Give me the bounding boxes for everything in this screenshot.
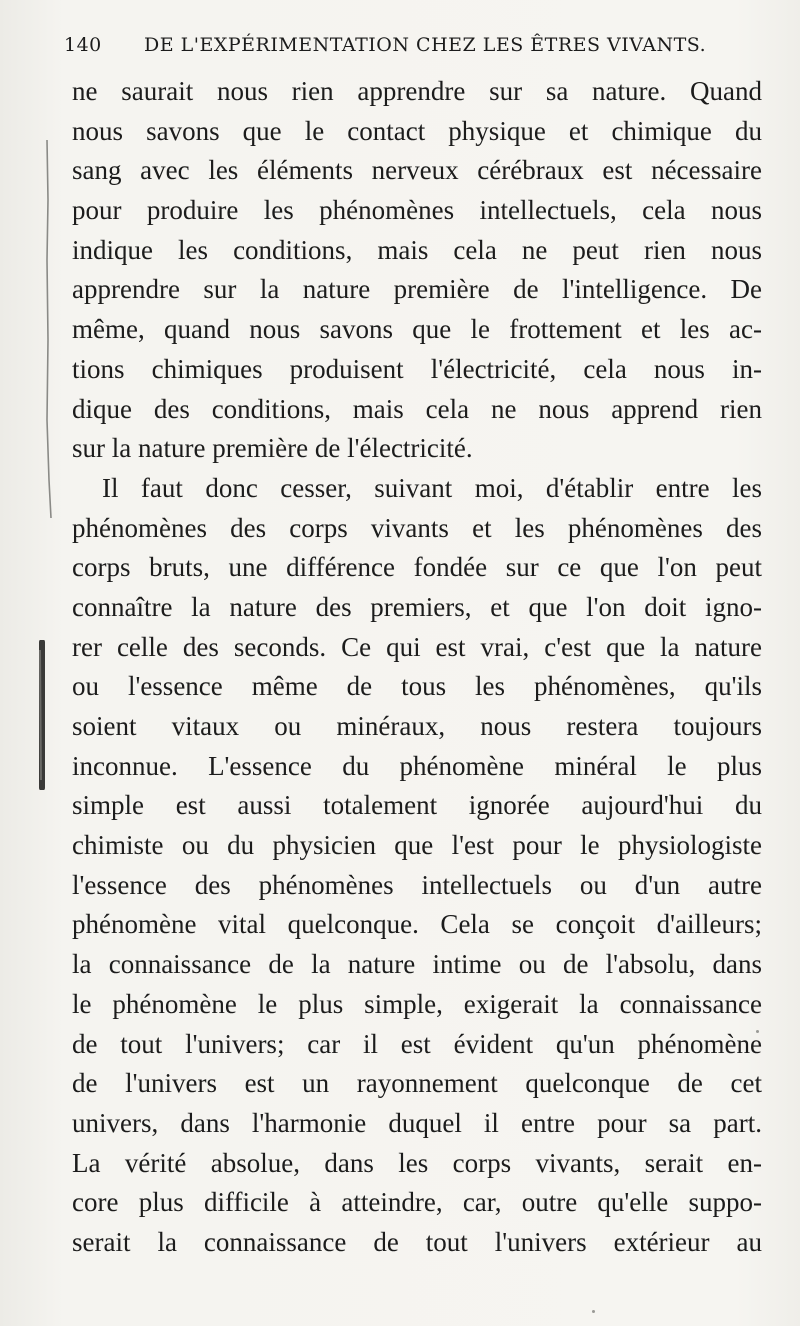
- page-header: [64, 34, 724, 64]
- text-line: dique des conditions, mais cela ne nous apprend rien: [72, 393, 762, 424]
- text-line: nous savons que le contact physique et chimique du: [72, 115, 762, 146]
- text-line: ou l'essence même de tous les phénomènes, qu'ils: [72, 671, 762, 702]
- text-line: ne saurait nous rien apprendre sur sa nature. Quand: [72, 76, 762, 106]
- text-line: simple est aussi totalement ignorée aujourd'hui du: [72, 790, 762, 821]
- page-number: 140: [64, 34, 102, 56]
- text-line: sur la nature première de l'électricité.: [72, 433, 473, 464]
- text-line: phénomène vital quelconque. Cela se conçoit d'ailleurs;: [72, 909, 762, 940]
- margin-pencil-line-icon: [44, 140, 48, 520]
- text-line: l'essence des phénomènes intellectuels ou d'un autre: [72, 869, 762, 900]
- text-line: tions chimiques produisent l'électricité, cela nous in-: [72, 353, 762, 384]
- text-line: apprendre sur la nature première de l'intelligence. De: [72, 274, 762, 305]
- text-line: Il faut donc cesser, suivant moi, d'établir entre les: [102, 472, 762, 503]
- margin-pencil-bar-icon: [36, 640, 48, 790]
- text-line: sang avec les éléments nerveux cérébraux est nécessaire: [72, 155, 762, 186]
- text-line: pour produire les phénomènes intellectuels, cela nous: [72, 195, 762, 226]
- paper-speck: [592, 1310, 595, 1313]
- text-line: serait la connaissance de tout l'univers extérieur au: [72, 1226, 762, 1257]
- text-line: de l'univers est un rayonnement quelconque de cet: [72, 1068, 762, 1099]
- running-head: DE L'EXPÉRIMENTATION CHEZ LES ÊTRES VIVANTS.: [144, 34, 707, 56]
- body-text: [72, 72, 762, 1263]
- text-line: La vérité absolue, dans les corps vivants, serait en-: [72, 1147, 762, 1178]
- text-line: corps bruts, une différence fondée sur ce que l'on peut: [72, 552, 762, 583]
- text-line: core plus difficile à atteindre, car, outre qu'elle suppo-: [72, 1187, 762, 1218]
- text-line: univers, dans l'harmonie duquel il entre pour sa part.: [72, 1107, 762, 1138]
- text-line: le phénomène le plus simple, exigerait la connaissance: [72, 988, 762, 1019]
- text-line: inconnue. L'essence du phénomène minéral le plus: [72, 750, 762, 781]
- text-line: rer celle des seconds. Ce qui est vrai, c'est que la nature: [72, 631, 762, 662]
- text-line: connaître la nature des premiers, et que l'on doit igno-: [72, 591, 762, 622]
- text-line: soient vitaux ou minéraux, nous restera toujours: [72, 711, 762, 741]
- text-line: chimiste ou du physicien que l'est pour le physiologiste: [72, 830, 762, 861]
- text-line: de tout l'univers; car il est évident qu'un phénomène: [72, 1028, 762, 1059]
- text-line: indique les conditions, mais cela ne peut rien nous: [72, 234, 762, 265]
- text-line: la connaissance de la nature intime ou de l'absolu, dans: [72, 949, 762, 980]
- text-line: même, quand nous savons que le frottement et les ac-: [72, 314, 762, 345]
- text-line: phénomènes des corps vivants et les phénomènes des: [72, 512, 762, 543]
